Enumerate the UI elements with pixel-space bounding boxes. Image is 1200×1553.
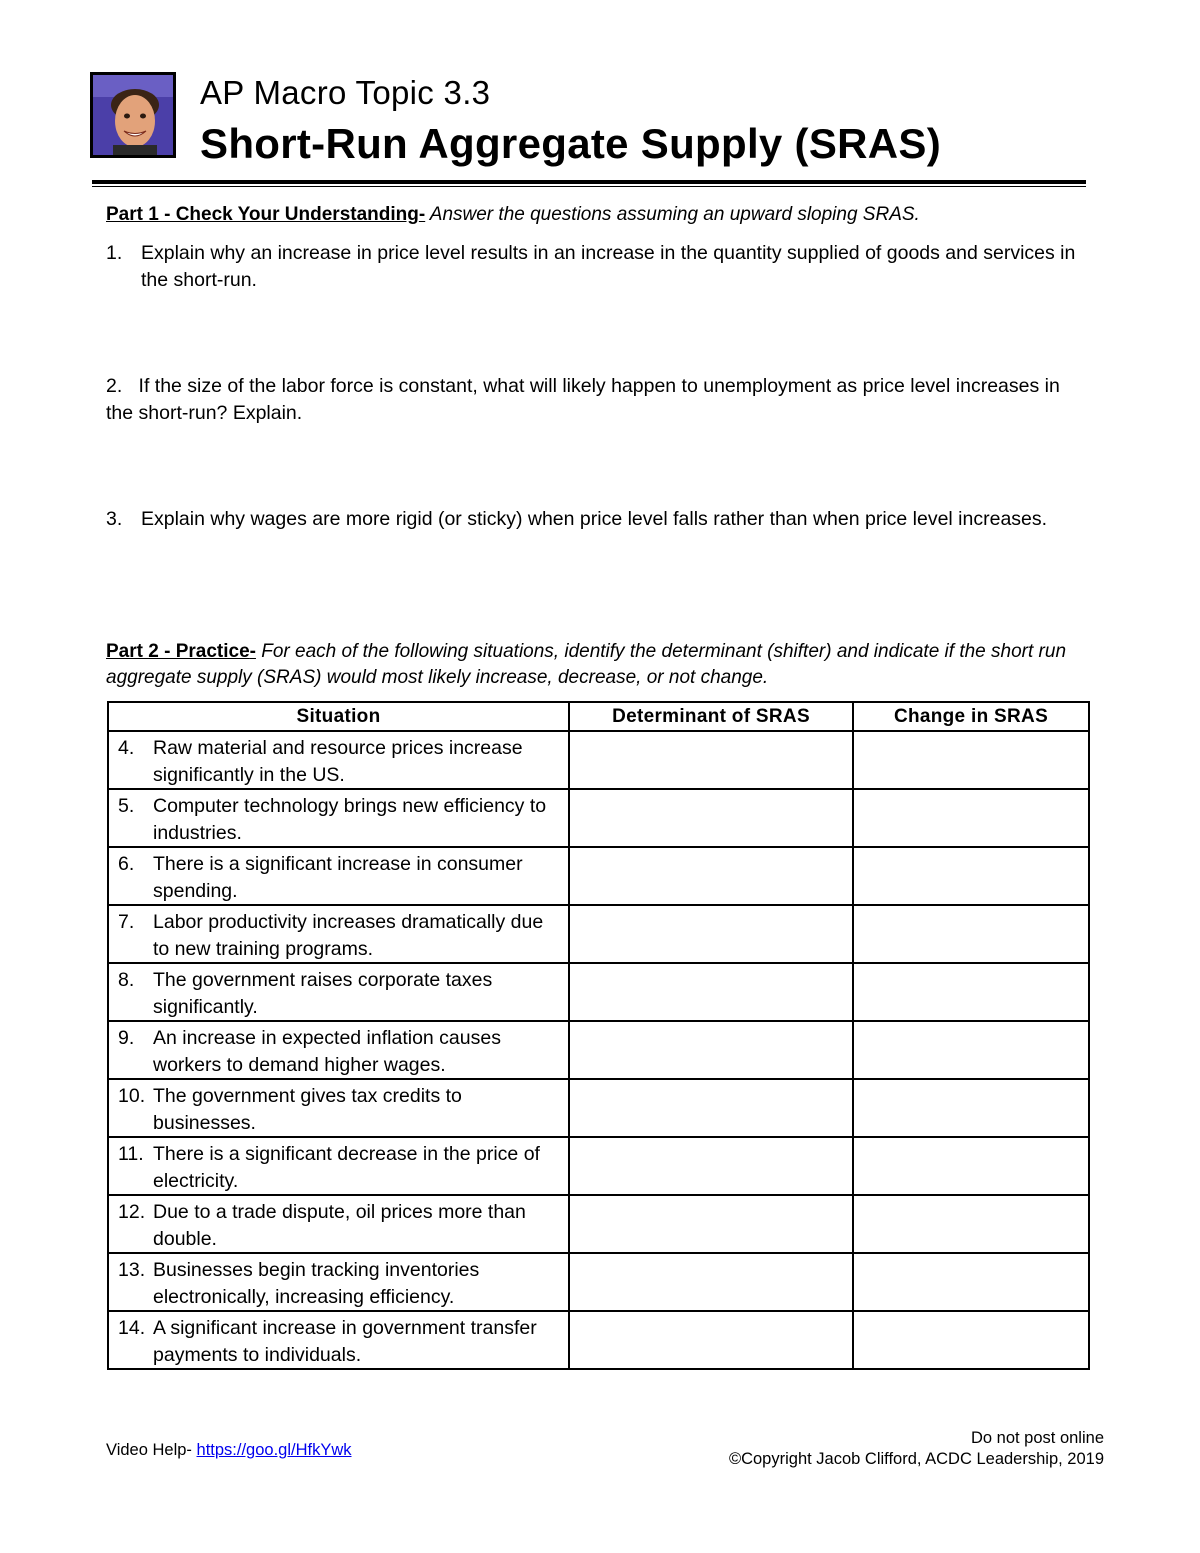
header-change: Change in SRAS xyxy=(853,702,1089,731)
change-answer-cell[interactable] xyxy=(853,905,1089,963)
situation-text: Raw material and resource prices increase significantly in the US. xyxy=(153,737,523,786)
situation-cell xyxy=(108,731,569,789)
situation-number: 13. xyxy=(118,1259,146,1281)
change-answer-cell[interactable] xyxy=(853,1195,1089,1253)
situation-cell xyxy=(108,1311,569,1369)
question-number: 3. xyxy=(106,508,123,530)
part1-label: Part 1 - Check Your Understanding xyxy=(106,204,419,225)
situation-cell xyxy=(108,1021,569,1079)
situation-cell xyxy=(108,1137,569,1195)
part2-label: Part 2 - Practice xyxy=(106,641,250,662)
part2-instruction: For each of the following situations, identify the determinant (shifter) and indicate if the short run aggregate supply (SRAS) would most likely increase, decrease, or not change. xyxy=(106,641,1067,688)
change-answer-cell[interactable] xyxy=(853,1311,1089,1369)
header-situation: Situation xyxy=(108,702,569,731)
situation-number: 9. xyxy=(118,1027,135,1049)
table-row xyxy=(108,963,1089,1021)
situation-cell xyxy=(108,905,569,963)
determinant-answer-cell[interactable] xyxy=(569,1137,853,1195)
situation-text: There is a significant decrease in the price of electricity. xyxy=(153,1143,540,1192)
situation-text: The government raises corporate taxes significantly. xyxy=(153,969,493,1018)
do-not-post-notice: Do not post online xyxy=(970,1429,1104,1447)
situation-text: Businesses begin tracking inventories electronically, increasing efficiency. xyxy=(153,1259,480,1308)
change-answer-cell[interactable] xyxy=(853,1137,1089,1195)
table-row xyxy=(108,731,1089,789)
change-answer-cell[interactable] xyxy=(853,789,1089,847)
situation-text: Due to a trade dispute, oil prices more than double. xyxy=(153,1201,526,1250)
table-row xyxy=(108,1311,1089,1369)
table-row xyxy=(108,847,1089,905)
change-answer-cell[interactable] xyxy=(853,963,1089,1021)
situation-number: 12. xyxy=(118,1201,146,1223)
situation-number: 11. xyxy=(118,1143,144,1165)
situation-cell xyxy=(108,1195,569,1253)
table-row xyxy=(108,1079,1089,1137)
author-avatar xyxy=(90,72,176,158)
situation-text: Labor productivity increases dramatically due to new training programs. xyxy=(153,911,544,960)
footer-notice xyxy=(729,1428,1104,1470)
practice-table xyxy=(107,701,1090,1370)
page-title: Short-Run Aggregate Supply (SRAS) xyxy=(200,120,942,167)
determinant-answer-cell[interactable] xyxy=(569,1021,853,1079)
situation-number: 14. xyxy=(118,1317,146,1339)
determinant-answer-cell[interactable] xyxy=(569,789,853,847)
header-determinant: Determinant of SRAS xyxy=(569,702,853,731)
situation-cell xyxy=(108,1079,569,1137)
situation-cell xyxy=(108,1253,569,1311)
video-help-link[interactable]: https://goo.gl/HfkYwk xyxy=(196,1441,352,1459)
table-row xyxy=(108,1137,1089,1195)
change-answer-cell[interactable] xyxy=(853,1079,1089,1137)
situation-text: An increase in expected inflation causes workers to demand higher wages. xyxy=(153,1027,501,1076)
question-text: If the size of the labor force is constant, what will likely happen to unemployment as price level increases in the short-run? Explain. xyxy=(106,375,1060,424)
situation-text: The government gives tax credits to businesses. xyxy=(153,1085,462,1134)
question-1 xyxy=(106,240,1096,300)
change-answer-cell[interactable] xyxy=(853,1253,1089,1311)
question-number: 2. xyxy=(106,375,123,397)
table-row xyxy=(108,789,1089,847)
situation-number: 7. xyxy=(118,911,135,933)
header-divider-thin xyxy=(92,186,1086,187)
video-help-label: Video Help- xyxy=(106,1441,197,1459)
table-row xyxy=(108,1253,1089,1311)
situation-text: Computer technology brings new efficiency to industries. xyxy=(153,795,547,844)
question-number: 1. xyxy=(106,242,123,264)
change-answer-cell[interactable] xyxy=(853,731,1089,789)
part2-heading xyxy=(106,639,1096,691)
part1-instruction: Answer the questions assuming an upward sloping SRAS. xyxy=(425,204,920,225)
determinant-answer-cell[interactable] xyxy=(569,1079,853,1137)
question-text: Explain why wages are more rigid (or sticky) when price level falls rather than when price level increases. xyxy=(141,508,1048,530)
situation-text: A significant increase in government transfer payments to individuals. xyxy=(153,1317,537,1366)
determinant-answer-cell[interactable] xyxy=(569,905,853,963)
situation-cell xyxy=(108,789,569,847)
question-2 xyxy=(106,373,1066,427)
change-answer-cell[interactable] xyxy=(853,1021,1089,1079)
determinant-answer-cell[interactable] xyxy=(569,1195,853,1253)
situation-text: There is a significant increase in consumer spending. xyxy=(153,853,523,902)
determinant-answer-cell[interactable] xyxy=(569,847,853,905)
table-row xyxy=(108,1021,1089,1079)
question-3 xyxy=(106,506,1096,566)
change-answer-cell[interactable] xyxy=(853,847,1089,905)
determinant-answer-cell[interactable] xyxy=(569,1311,853,1369)
part2-dash: - xyxy=(249,641,256,662)
determinant-answer-cell[interactable] xyxy=(569,963,853,1021)
table-header-row xyxy=(108,702,1089,731)
situation-cell xyxy=(108,963,569,1021)
situation-number: 8. xyxy=(118,969,135,991)
header-divider xyxy=(92,180,1086,184)
table-row xyxy=(108,1195,1089,1253)
situation-number: 5. xyxy=(118,795,135,817)
situation-number: 4. xyxy=(118,737,135,759)
video-help xyxy=(106,1441,352,1460)
part1-heading xyxy=(106,204,920,226)
topic-heading: AP Macro Topic 3.3 xyxy=(200,74,491,111)
question-text: Explain why an increase in price level results in an increase in the quantity supplied of goods and services in the short-run. xyxy=(141,242,1076,291)
page-header xyxy=(90,72,1090,172)
situation-number: 6. xyxy=(118,853,135,875)
situation-cell xyxy=(108,847,569,905)
situation-number: 10. xyxy=(118,1085,146,1107)
determinant-answer-cell[interactable] xyxy=(569,1253,853,1311)
part1-dash: - xyxy=(418,204,426,225)
table-row xyxy=(108,905,1089,963)
determinant-answer-cell[interactable] xyxy=(569,731,853,789)
copyright-text: ©Copyright Jacob Clifford, ACDC Leadership, 2019 xyxy=(728,1450,1104,1468)
